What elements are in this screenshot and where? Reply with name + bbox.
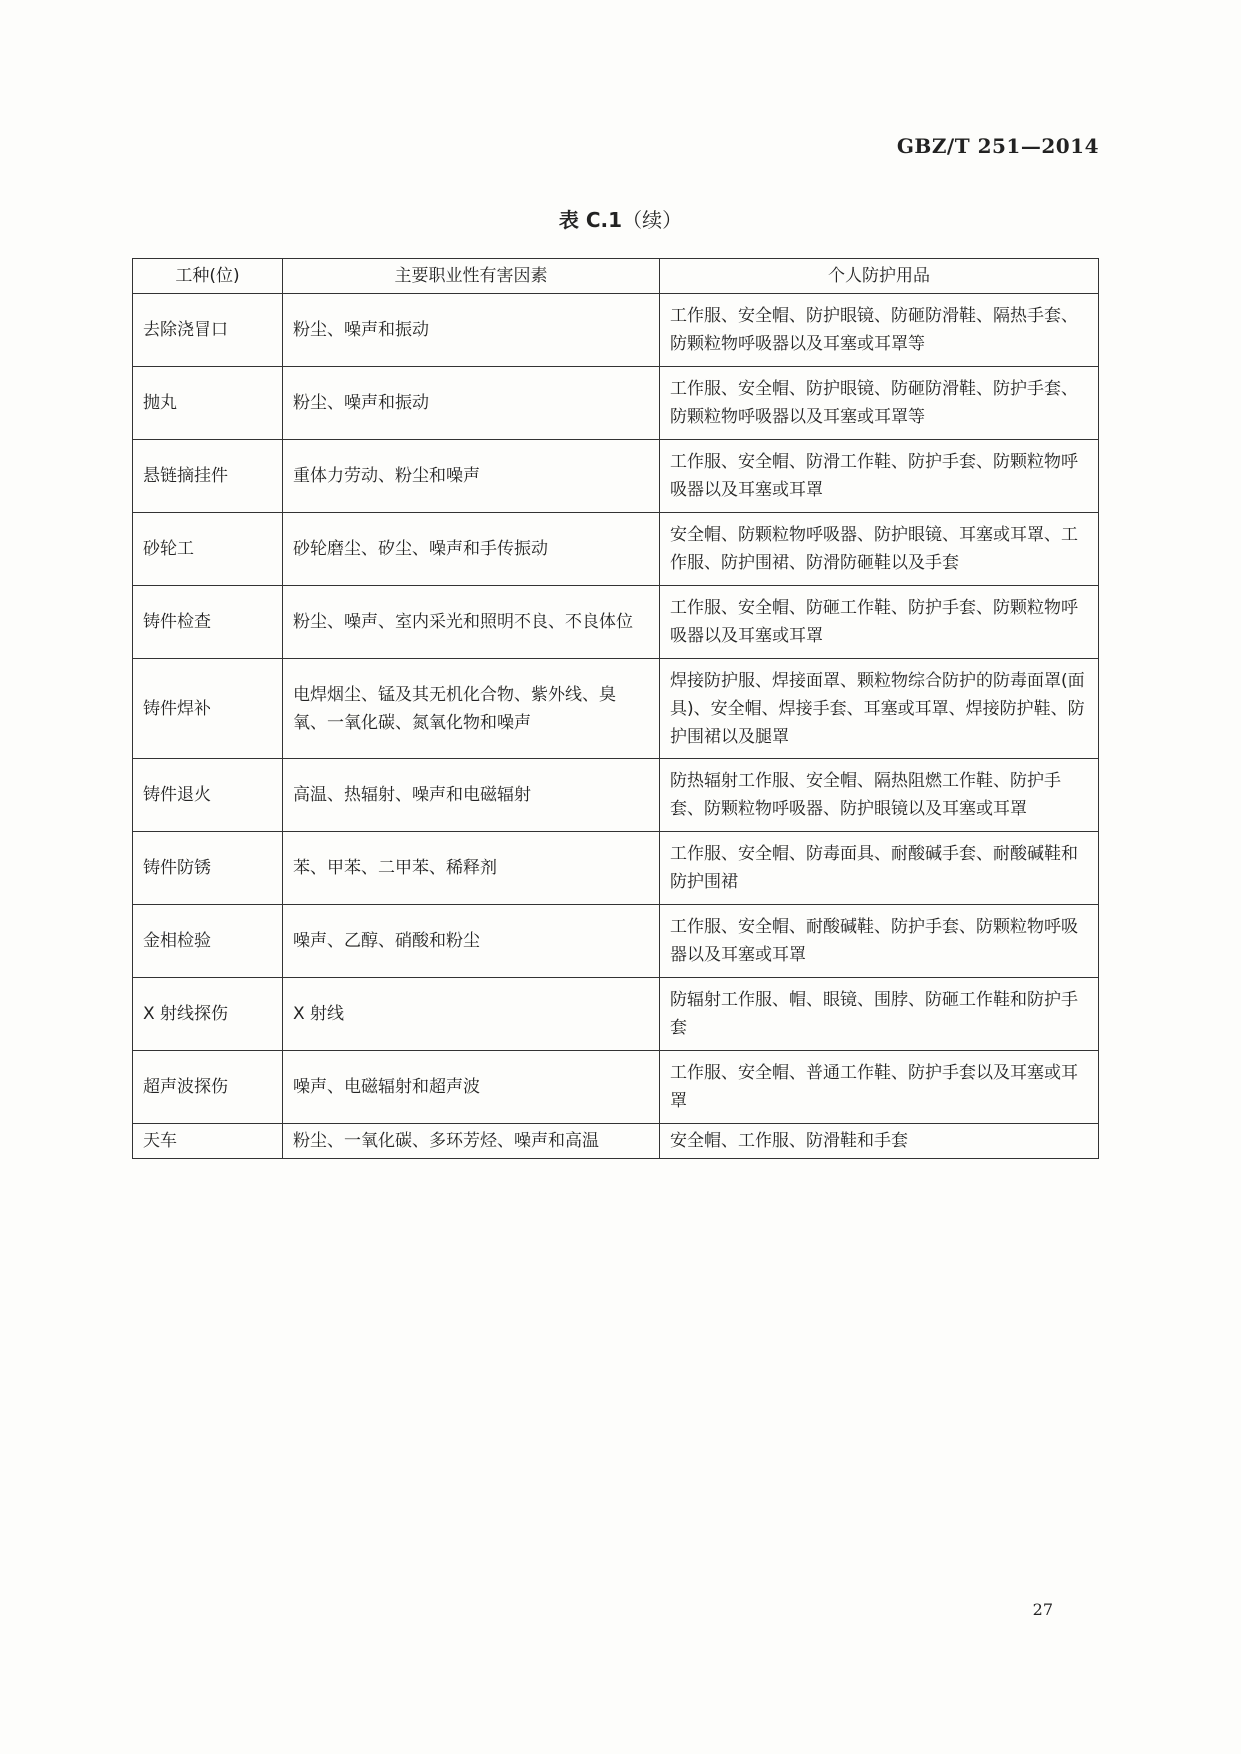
cell-hazards: 粉尘、噪声和振动 — [283, 367, 660, 440]
cell-job: 铸件防锈 — [133, 832, 283, 905]
cell-hazards: 粉尘、噪声、室内采光和照明不良、不良体位 — [283, 586, 660, 659]
column-header-job: 工种(位) — [133, 259, 283, 294]
column-header-hazards: 主要职业性有害因素 — [283, 259, 660, 294]
table-row — [133, 586, 1099, 659]
cell-hazards: 高温、热辐射、噪声和电磁辐射 — [283, 759, 660, 832]
cell-job: 抛丸 — [133, 367, 283, 440]
table-row — [133, 1051, 1099, 1124]
cell-job: 金相检验 — [133, 905, 283, 978]
cell-job: 超声波探伤 — [133, 1051, 283, 1124]
cell-ppe: 工作服、安全帽、防护眼镜、防砸防滑鞋、防护手套、防颗粒物呼吸器以及耳塞或耳罩等 — [660, 367, 1099, 440]
cell-hazards: X 射线 — [283, 978, 660, 1051]
cell-job: 悬链摘挂件 — [133, 440, 283, 513]
cell-hazards: 苯、甲苯、二甲苯、稀释剂 — [283, 832, 660, 905]
cell-hazards: 电焊烟尘、锰及其无机化合物、紫外线、臭氧、一氧化碳、氮氧化物和噪声 — [283, 659, 660, 759]
cell-hazards: 砂轮磨尘、矽尘、噪声和手传振动 — [283, 513, 660, 586]
cell-hazards: 粉尘、噪声和振动 — [283, 294, 660, 367]
table-row — [133, 440, 1099, 513]
table-row — [133, 759, 1099, 832]
cell-ppe: 工作服、安全帽、防砸工作鞋、防护手套、防颗粒物呼吸器以及耳塞或耳罩 — [660, 586, 1099, 659]
table-row — [133, 1124, 1099, 1159]
cell-job: X 射线探伤 — [133, 978, 283, 1051]
cell-ppe: 工作服、安全帽、耐酸碱鞋、防护手套、防颗粒物呼吸器以及耳塞或耳罩 — [660, 905, 1099, 978]
cell-job: 天车 — [133, 1124, 283, 1159]
cell-ppe: 工作服、安全帽、防护眼镜、防砸防滑鞋、隔热手套、防颗粒物呼吸器以及耳塞或耳罩等 — [660, 294, 1099, 367]
cell-hazards: 噪声、乙醇、硝酸和粉尘 — [283, 905, 660, 978]
cell-ppe: 焊接防护服、焊接面罩、颗粒物综合防护的防毒面罩(面具)、安全帽、焊接手套、耳塞或耳罩、焊接防护鞋、防护围裙以及腿罩 — [660, 659, 1099, 759]
cell-ppe: 工作服、安全帽、防毒面具、耐酸碱手套、耐酸碱鞋和防护围裙 — [660, 832, 1099, 905]
cell-job: 铸件检查 — [133, 586, 283, 659]
table-row — [133, 294, 1099, 367]
table-caption-label: 表 C.1 — [558, 208, 623, 232]
cell-job: 铸件退火 — [133, 759, 283, 832]
page-number: 27 — [1032, 1600, 1053, 1619]
table-row — [133, 659, 1099, 759]
cell-job: 铸件焊补 — [133, 659, 283, 759]
cell-hazards: 噪声、电磁辐射和超声波 — [283, 1051, 660, 1124]
column-header-ppe: 个人防护用品 — [660, 259, 1099, 294]
table-header-row — [133, 259, 1099, 294]
table-row — [133, 978, 1099, 1051]
table-row — [133, 832, 1099, 905]
table-row — [133, 513, 1099, 586]
standard-code: GBZ/T 251—2014 — [896, 134, 1099, 158]
table-row — [133, 905, 1099, 978]
table-caption — [0, 204, 1241, 233]
cell-hazards: 粉尘、一氧化碳、多环芳烃、噪声和高温 — [283, 1124, 660, 1159]
cell-ppe: 安全帽、防颗粒物呼吸器、防护眼镜、耳塞或耳罩、工作服、防护围裙、防滑防砸鞋以及手套 — [660, 513, 1099, 586]
cell-ppe: 工作服、安全帽、防滑工作鞋、防护手套、防颗粒物呼吸器以及耳塞或耳罩 — [660, 440, 1099, 513]
cell-job: 去除浇冒口 — [133, 294, 283, 367]
table-row — [133, 367, 1099, 440]
table-caption-suffix: （续） — [622, 208, 683, 232]
cell-job: 砂轮工 — [133, 513, 283, 586]
cell-ppe: 安全帽、工作服、防滑鞋和手套 — [660, 1124, 1099, 1159]
cell-ppe: 工作服、安全帽、普通工作鞋、防护手套以及耳塞或耳罩 — [660, 1051, 1099, 1124]
cell-hazards: 重体力劳动、粉尘和噪声 — [283, 440, 660, 513]
cell-ppe: 防辐射工作服、帽、眼镜、围脖、防砸工作鞋和防护手套 — [660, 978, 1099, 1051]
cell-ppe: 防热辐射工作服、安全帽、隔热阻燃工作鞋、防护手套、防颗粒物呼吸器、防护眼镜以及耳塞或耳罩 — [660, 759, 1099, 832]
protection-table — [132, 258, 1099, 1159]
